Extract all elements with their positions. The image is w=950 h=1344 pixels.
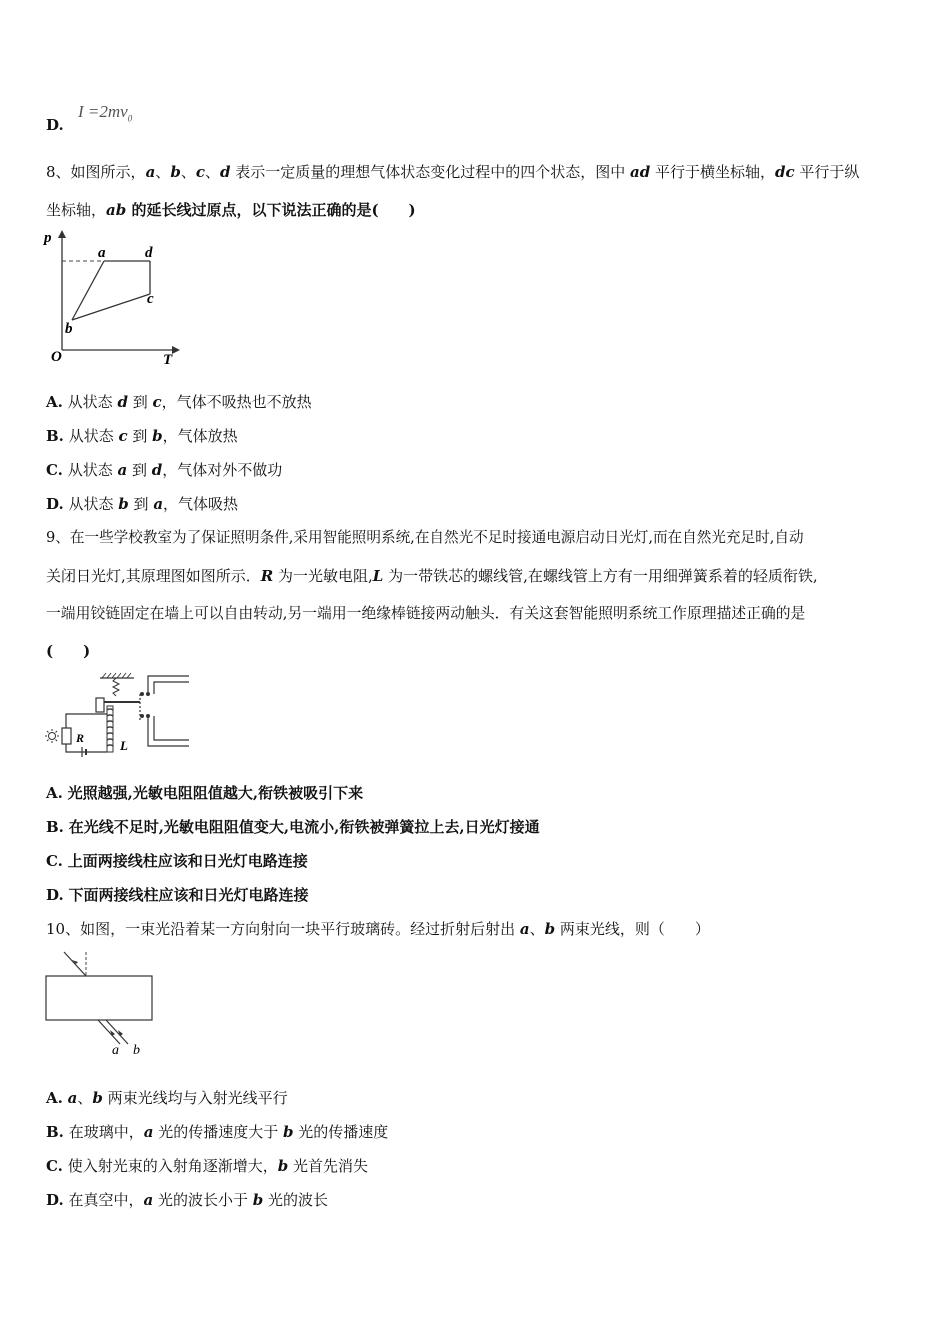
t-axis-arrow: [172, 346, 180, 354]
q10-option-a: A. a、b 两束光线均与入射光线平行: [46, 1089, 288, 1107]
label-R: R: [76, 731, 85, 745]
axis-label-p: p: [44, 230, 52, 246]
point-label-d: d: [145, 245, 153, 261]
q10-stem: 10、如图，一束光沿着某一方向射向一块平行玻璃砖。经过折射后射出 a、b 两束光线，则（ ）: [46, 920, 710, 938]
q8-option-d: D. 从状态 b 到 a，气体吸热: [46, 495, 239, 513]
hinge: [96, 698, 104, 712]
q9-stem-line-4: ( ): [46, 642, 91, 660]
spring: [113, 678, 119, 696]
light-source-icon: [45, 729, 59, 743]
q8-p-t-diagram: [40, 228, 180, 366]
q8-stem-line-1: 8、如图所示，a、b、c、d 表示一定质量的理想气体状态变化过程中的四个状态，图中 ad 平行于横坐标轴，dc 平行于纵: [46, 163, 860, 181]
incident-ray: [64, 952, 86, 976]
glass-brick: [46, 976, 152, 1020]
ray-b-label: b: [133, 1043, 140, 1058]
q9-option-b: B. 在光线不足时,光敏电阻阻值变大,电流小,衔铁被弹簧拉上去,日光灯接通: [46, 818, 540, 836]
point-label-b: b: [65, 321, 73, 337]
upper-terminals: [148, 676, 189, 694]
q9-option-d: D. 下面两接线柱应该和日光灯电路连接: [46, 886, 309, 904]
contact-lower-left: [140, 714, 144, 718]
ray-b-arrow: [118, 1030, 123, 1036]
q10-option-c: C. 使入射光束的入射角逐渐增大，b 光首先消失: [46, 1157, 368, 1175]
option-label: D.: [46, 116, 64, 134]
q9-option-a: A. 光照越强,光敏电阻阻值越大,衔铁被吸引下来: [46, 784, 364, 802]
lower-terminals: [148, 716, 189, 746]
q8-stem-line-2: 坐标轴，ab 的延长线过原点，以下说法正确的是( ): [46, 201, 416, 219]
q10-option-b: B. 在玻璃中，a 光的传播速度大于 b 光的传播速度: [46, 1123, 389, 1141]
q10-option-d: D. 在真空中，a 光的波长小于 b 光的波长: [46, 1191, 329, 1209]
q7-option-d: [46, 115, 64, 135]
control-circuit: [66, 714, 107, 752]
q9-stem-line-2: 关闭日光灯,其原理图如图所示．R 为一光敏电阻,L 为一带铁芯的螺线管,在螺线管上方有一用细弹簧系着的轻质衔铁,: [46, 567, 818, 585]
q9-circuit-diagram: [44, 670, 194, 758]
q9-stem-line-3: 一端用铰链固定在墙上可以自由转动,另一端用一绝缘棒链接两动触头．有关这套智能照明系统工作原理描述正确的是: [46, 605, 806, 622]
q8-option-b: B. 从状态 c 到 b，气体放热: [46, 427, 238, 445]
photoresistor: [62, 728, 71, 744]
contact-upper-left: [140, 692, 144, 696]
ray-a-arrow: [110, 1030, 115, 1036]
axis-label-t: T: [163, 352, 173, 366]
q9-option-c: C. 上面两接线柱应该和日光灯电路连接: [46, 852, 308, 870]
label-L: L: [120, 738, 128, 753]
q9-stem-line-1: 9、在一些学校教室为了保证照明条件,采用智能照明系统,在自然光不足时接通电源启动日光灯,而在自然光充足时,自动: [46, 529, 804, 546]
p-axis-arrow: [58, 230, 66, 238]
ray-a-label: a: [112, 1043, 119, 1058]
q10-glass-brick-diagram: [40, 948, 160, 1060]
q7-option-d-formula: $I =2mv_0$: [78, 102, 133, 124]
origin-label: O: [51, 349, 62, 365]
point-label-a: a: [98, 245, 106, 261]
q8-option-a: A. 从状态 d 到 c，气体不吸热也不放热: [46, 393, 312, 411]
point-label-c: c: [147, 291, 154, 307]
q8-option-c: C. 从状态 a 到 d，气体对外不做功: [46, 461, 283, 479]
